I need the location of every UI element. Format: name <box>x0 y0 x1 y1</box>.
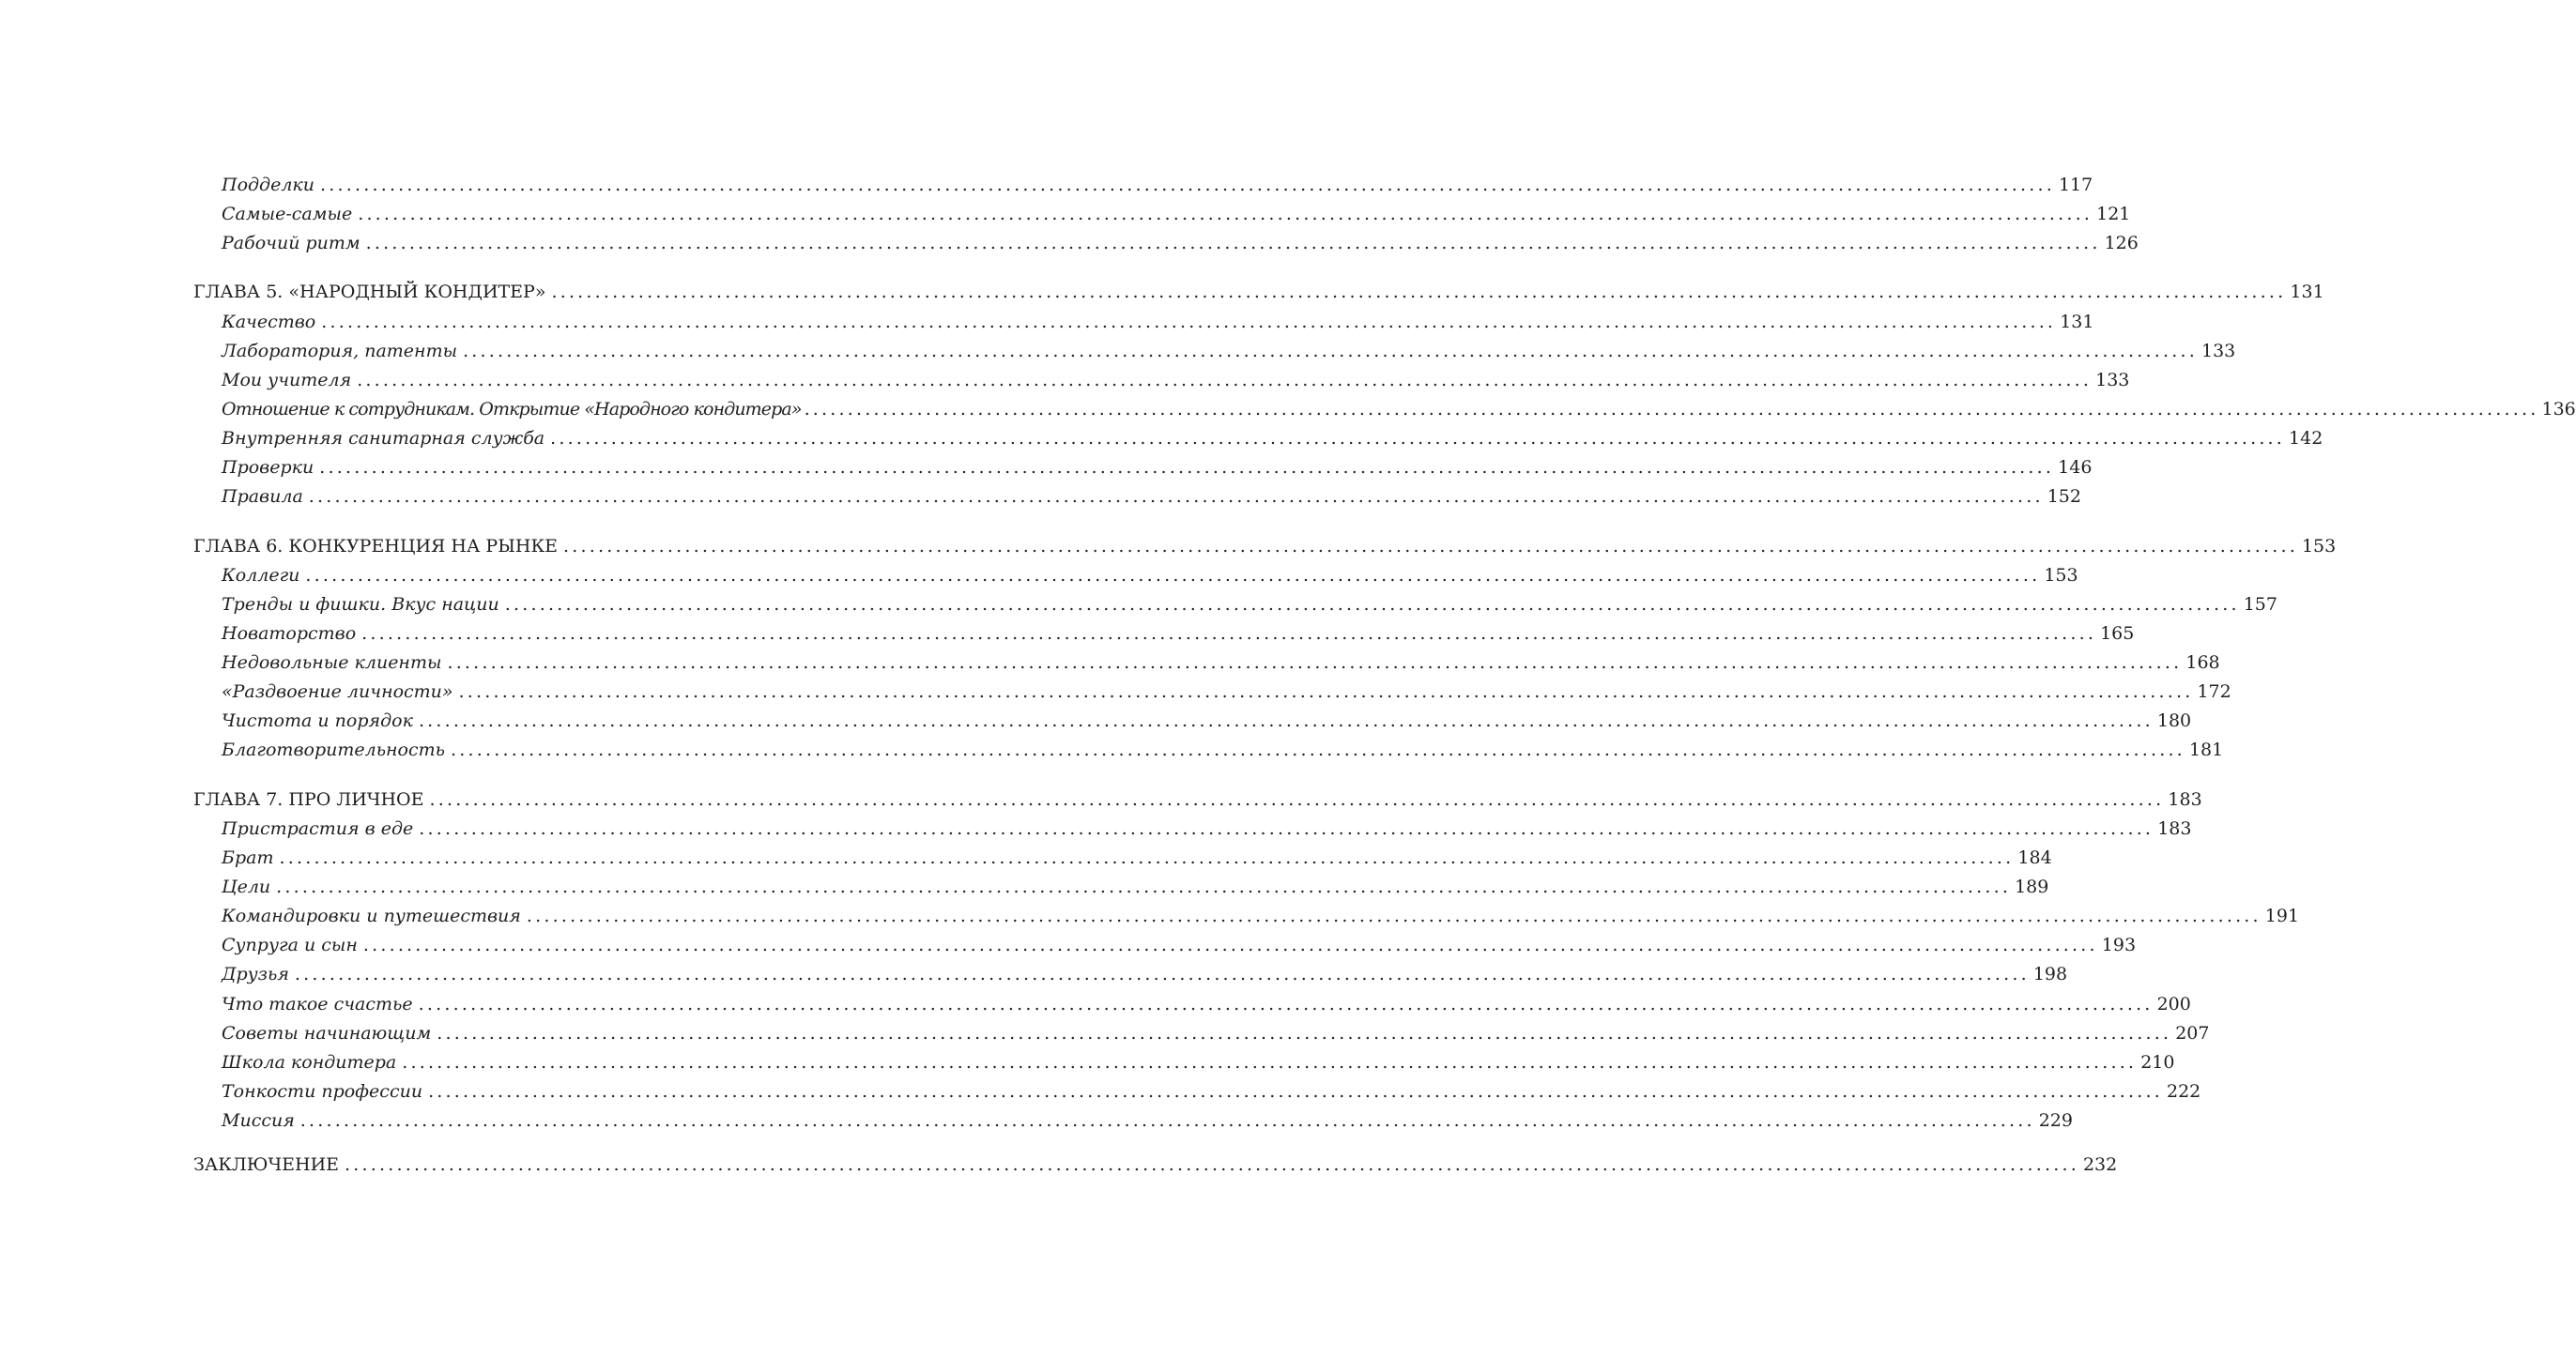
toc-entry-6 <box>222 366 2130 394</box>
toc-entry-11 <box>193 532 2337 560</box>
toc-entry-10 <box>222 482 2081 511</box>
toc-page: 183 <box>2157 818 2192 839</box>
toc-title: ГЛАВА 6. КОНКУРЕНЦИЯ НА РЫНКЕ <box>193 536 559 557</box>
toc-title: Коллеги <box>222 565 300 586</box>
toc-entry-17 <box>222 707 2192 735</box>
toc-leader: ........................................................................................................................................................................................................ <box>308 486 2044 507</box>
toc-title: Друзья <box>222 964 289 984</box>
toc-title: ЗАКЛЮЧЕНИЕ <box>193 1154 340 1175</box>
toc-title: Командировки и путешествия <box>222 906 521 926</box>
toc-title: Внутренняя санитарная служба <box>222 428 545 449</box>
toc-title: Лаборатория, патенты <box>222 341 458 361</box>
toc-entry-14 <box>222 619 2135 648</box>
toc-entry-8 <box>222 424 2323 452</box>
toc-page: 133 <box>2200 341 2236 361</box>
toc-leader: ........................................................................................................................................................................................................ <box>358 204 2093 224</box>
toc-leader: ........................................................................................................................................................................................................ <box>294 964 2030 984</box>
toc-title: Цели <box>222 877 271 897</box>
toc-page: 153 <box>2044 565 2078 586</box>
toc-title: Проверки <box>222 457 314 478</box>
toc-title: Недовольные клиенты <box>222 652 442 673</box>
toc-title: Правила <box>222 486 303 507</box>
toc-entry-9 <box>222 453 2093 481</box>
toc-leader: ........................................................................................................................................................................................................ <box>419 818 2154 839</box>
toc-page: 133 <box>2095 370 2130 390</box>
toc-entry-27 <box>222 1019 2210 1047</box>
toc-page: 181 <box>2188 740 2224 760</box>
toc-page: 172 <box>2197 681 2231 702</box>
toc-entry-7 <box>222 395 2576 423</box>
toc-entry-19 <box>193 786 2202 814</box>
toc-leader: ........................................................................................................................................................................................................ <box>418 994 2154 1015</box>
toc-title: Отношение к сотрудникам. Открытие «Народного кондитера» <box>222 399 802 420</box>
toc-page: 184 <box>2017 847 2052 868</box>
toc-title: ГЛАВА 5. «НАРОДНЫЙ КОНДИТЕР» <box>193 282 546 302</box>
toc-entry-31 <box>193 1151 2118 1179</box>
toc-leader: ........................................................................................................................................................................................................ <box>526 906 2262 926</box>
toc-entry-3 <box>193 278 2324 306</box>
toc-leader: ........................................................................................................................................................................................................ <box>319 457 2055 478</box>
toc-leader: ........................................................................................................................................................................................................ <box>504 594 2240 615</box>
toc-page: 126 <box>2104 233 2139 253</box>
toc-page: 142 <box>2289 428 2323 449</box>
toc-page: 131 <box>2060 312 2094 332</box>
toc-entry-1 <box>222 200 2131 228</box>
toc-entry-18 <box>222 736 2224 764</box>
toc-page: 168 <box>2185 652 2220 673</box>
toc-entry-2 <box>222 229 2139 257</box>
toc-leader: ........................................................................................................................................................................................................ <box>365 233 2101 253</box>
toc-leader: ........................................................................................................................................................................................................ <box>429 789 2165 810</box>
toc-title: Тонкости профессии <box>222 1081 423 1102</box>
toc-page: 117 <box>2058 175 2093 195</box>
toc-title: Миссия <box>222 1110 295 1131</box>
toc-leader: ........................................................................................................................................................................................................ <box>357 370 2093 390</box>
toc-entry-13 <box>222 590 2277 618</box>
toc-entry-23 <box>222 902 2300 930</box>
toc-leader: ........................................................................................................................................................................................................ <box>362 935 2098 955</box>
toc-title: Подделки <box>222 175 315 195</box>
toc-page: 200 <box>2156 994 2191 1015</box>
toc-entry-24 <box>222 931 2137 959</box>
toc-page: 222 <box>2166 1081 2201 1102</box>
toc-entry-26 <box>222 990 2191 1018</box>
toc-entry-22 <box>222 873 2049 901</box>
toc-page: 121 <box>2096 204 2131 224</box>
toc-leader: ........................................................................................................................................................................................................ <box>320 175 2055 195</box>
toc-entry-4 <box>222 308 2094 336</box>
toc-page: 193 <box>2101 935 2137 955</box>
toc-leader: ........................................................................................................................................................................................................ <box>276 877 2012 897</box>
toc-page: 207 <box>2175 1023 2210 1044</box>
toc-title: «Раздвоение личности» <box>222 681 453 702</box>
toc-entry-16 <box>222 678 2231 706</box>
toc-entry-20 <box>222 815 2192 843</box>
toc-page: 152 <box>2047 486 2081 507</box>
toc-leader: ........................................................................................................................................................................................................ <box>458 681 2194 702</box>
toc-page: 232 <box>2082 1154 2118 1175</box>
toc-leader: ........................................................................................................................................................................................................ <box>804 399 2539 420</box>
toc-leader: ........................................................................................................................................................................................................ <box>463 341 2198 361</box>
toc-page: 183 <box>2168 789 2202 810</box>
toc-title: Советы начинающим <box>222 1023 432 1044</box>
toc-page: 165 <box>2100 623 2135 644</box>
toc-page: 146 <box>2058 457 2093 478</box>
toc-title: Пристрастия в еде <box>222 818 414 839</box>
toc-page: 191 <box>2264 906 2300 926</box>
toc-leader: ........................................................................................................................................................................................................ <box>451 740 2185 760</box>
toc-title: Качество <box>222 312 316 332</box>
toc-title: Брат <box>222 847 274 868</box>
toc-leader: ........................................................................................................................................................................................................ <box>437 1023 2172 1044</box>
toc-page: 180 <box>2156 710 2192 731</box>
toc-title: Благотворительность <box>222 740 446 760</box>
toc-entry-21 <box>222 844 2052 872</box>
toc-page: 210 <box>2140 1052 2175 1073</box>
toc-page: 131 <box>2290 282 2324 302</box>
toc-title: Мои учителя <box>222 370 352 390</box>
toc-leader: ........................................................................................................................................................................................................ <box>418 710 2154 731</box>
toc-entry-12 <box>222 561 2078 589</box>
toc-title: Школа кондитера <box>222 1052 397 1073</box>
toc-entry-5 <box>222 337 2236 365</box>
toc-page: 189 <box>2015 877 2049 897</box>
toc-leader: ........................................................................................................................................................................................................ <box>321 312 2057 332</box>
toc-title: Тренды и фишки. Вкус нации <box>222 594 499 615</box>
toc-page: 157 <box>2243 594 2277 615</box>
toc-leader: ........................................................................................................................................................................................................ <box>402 1052 2138 1073</box>
toc-page: 229 <box>2038 1110 2073 1131</box>
toc-leader: ........................................................................................................................................................................................................ <box>345 1154 2079 1175</box>
toc-title: Супруга и сын <box>222 935 358 955</box>
toc-title: Чистота и порядок <box>222 710 413 731</box>
toc-title: Новаторство <box>222 623 357 644</box>
toc-entry-29 <box>222 1077 2201 1106</box>
toc-page: 136 <box>2541 399 2576 420</box>
toc-leader: ........................................................................................................................................................................................................ <box>550 428 2286 449</box>
toc-leader: ........................................................................................................................................................................................................ <box>428 1081 2163 1102</box>
toc-leader: ........................................................................................................................................................................................................ <box>299 1110 2035 1131</box>
toc-leader: ........................................................................................................................................................................................................ <box>563 536 2298 557</box>
toc-leader: ........................................................................................................................................................................................................ <box>551 282 2287 302</box>
toc-leader: ........................................................................................................................................................................................................ <box>361 623 2097 644</box>
toc-page: 153 <box>2301 536 2337 557</box>
toc-title: Рабочий ритм <box>222 233 360 253</box>
toc-leader: ........................................................................................................................................................................................................ <box>447 652 2183 673</box>
toc-leader: ........................................................................................................................................................................................................ <box>279 847 2015 868</box>
toc-title: Самые-самые <box>222 204 353 224</box>
toc-entry-0 <box>222 171 2093 199</box>
toc-entry-30 <box>222 1106 2073 1135</box>
toc-title: Что такое счастье <box>222 994 413 1015</box>
toc-page: 198 <box>2032 964 2068 984</box>
toc-entry-25 <box>222 960 2068 988</box>
toc-entry-15 <box>222 648 2220 677</box>
toc-entry-28 <box>222 1048 2175 1076</box>
toc-leader: ........................................................................................................................................................................................................ <box>305 565 2041 586</box>
toc-title: ГЛАВА 7. ПРО ЛИЧНОЕ <box>193 789 424 810</box>
